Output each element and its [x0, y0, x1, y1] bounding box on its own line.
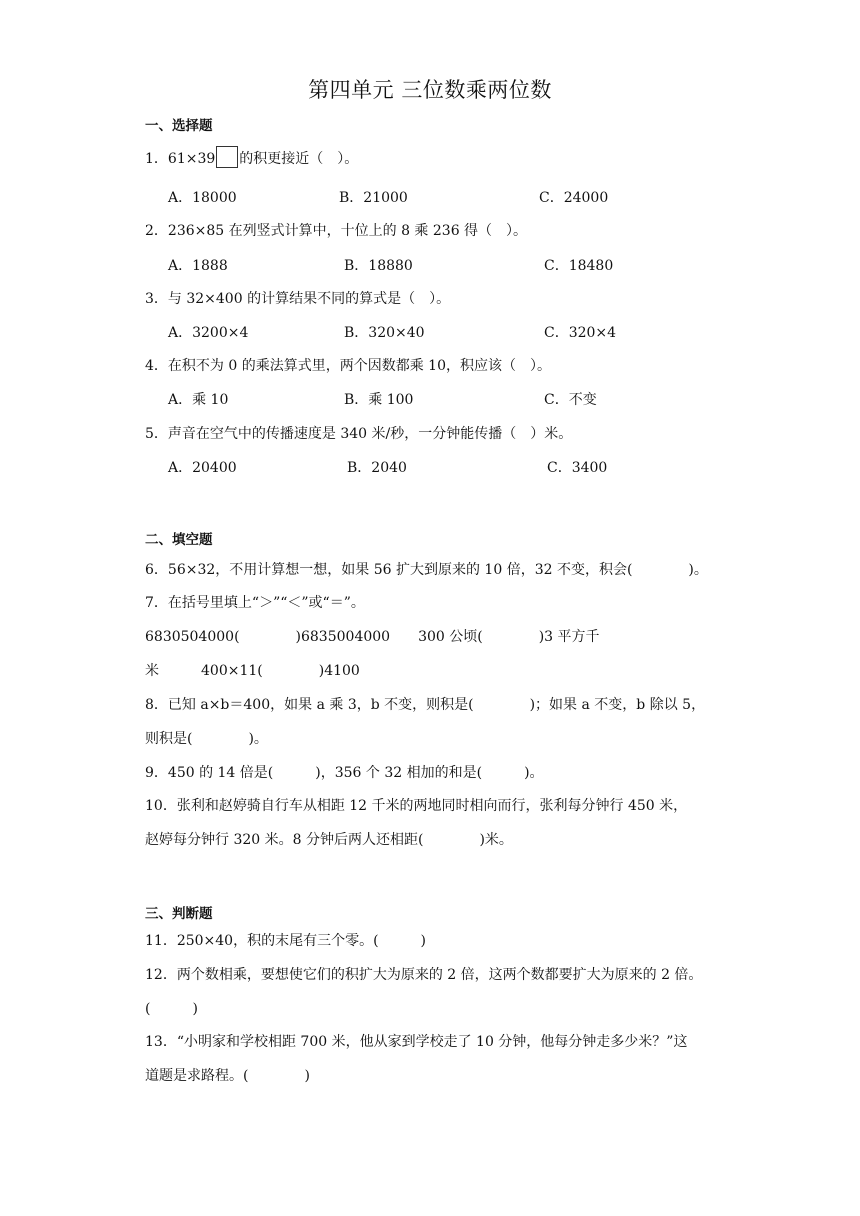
question-2-option-c: C．18480 — [544, 258, 614, 274]
section-heading-fill-in: 二、填空题 — [145, 532, 213, 548]
question-4: 4．在积不为 0 的乘法算式里，两个因数都乘 10，积应该（ ）。 — [145, 358, 551, 374]
question-6: 6．56×32，不用计算想一想，如果 56 扩大到原来的 10 倍，32 不变，积会( )。 — [145, 562, 708, 578]
question-1-text-start: 1．61×39 — [145, 151, 216, 167]
question-2-option-b: B．18880 — [344, 258, 413, 274]
question-1-option-a: A．18000 — [168, 190, 237, 206]
question-13-line-2: 道题是求路程。( ) — [145, 1068, 310, 1084]
question-8-line-2: 则积是( )。 — [145, 731, 268, 747]
question-5: 5．声音在空气中的传播速度是 340 米/秒，一分钟能传播（ ）米。 — [145, 426, 573, 442]
question-3-option-b: B．320×40 — [344, 325, 425, 341]
question-4-option-a: A．乘 10 — [168, 392, 229, 408]
question-3-option-a: A．3200×4 — [168, 325, 249, 341]
question-12-line-1: 12．两个数相乘，要想使它们的积扩大为原来的 2 倍，这两个数都要扩大为原来的 2 倍。 — [145, 967, 703, 983]
section-heading-choice: 一、选择题 — [145, 118, 213, 134]
question-8-line-1: 8．已知 a×b＝400，如果 a 乘 3，b 不变，则积是( )；如果 a 不变，b 除以 5， — [145, 697, 706, 713]
question-1-option-c: C．24000 — [539, 190, 609, 206]
question-1-option-b: B．21000 — [339, 190, 408, 206]
question-5-option-a: A．20400 — [168, 460, 237, 476]
question-12-line-2: ( ) — [145, 1001, 198, 1017]
question-7-line-2: 米 400×11( )4100 — [145, 663, 360, 679]
question-1-text-end: 的积更接近（ ）。 — [239, 151, 359, 167]
page-title: 第四单元 三位数乘两位数 — [308, 78, 552, 102]
question-5-option-b: B．2040 — [347, 460, 407, 476]
question-7: 7．在括号里填上“＞”“＜”或“＝”。 — [145, 595, 365, 611]
question-10-line-2: 赵婷每分钟行 320 米。8 分钟后两人还相距( )米。 — [145, 832, 513, 848]
question-3-option-c: C．320×4 — [544, 325, 617, 341]
question-4-option-b: B．乘 100 — [344, 392, 414, 408]
question-2: 2．236×85 在列竖式计算中，十位上的 8 乘 236 得（ ）。 — [145, 223, 528, 239]
answer-box[interactable] — [216, 146, 238, 168]
question-11: 11．250×40，积的末尾有三个零。( ) — [145, 933, 427, 949]
question-13-line-1: 13．“小明家和学校相距 700 米，他从家到学校走了 10 分钟，他每分钟走多少米？”这 — [145, 1034, 688, 1050]
question-1 — [145, 146, 358, 168]
section-heading-true-false: 三、判断题 — [145, 906, 213, 922]
question-9: 9．450 的 14 倍是( )，356 个 32 相加的和是( )。 — [145, 765, 544, 781]
question-10-line-1: 10．张利和赵婷骑自行车从相距 12 千米的两地同时相向而行，张利每分钟行 450 米， — [145, 798, 688, 814]
question-5-option-c: C．3400 — [547, 460, 608, 476]
question-3: 3．与 32×400 的计算结果不同的算式是（ ）。 — [145, 291, 451, 307]
question-7-line-1: 6830504000( )6835004000 300 公顷( )3 平方千 — [145, 629, 600, 645]
question-2-option-a: A．1888 — [168, 258, 228, 274]
question-4-option-c: C．不变 — [544, 392, 597, 408]
